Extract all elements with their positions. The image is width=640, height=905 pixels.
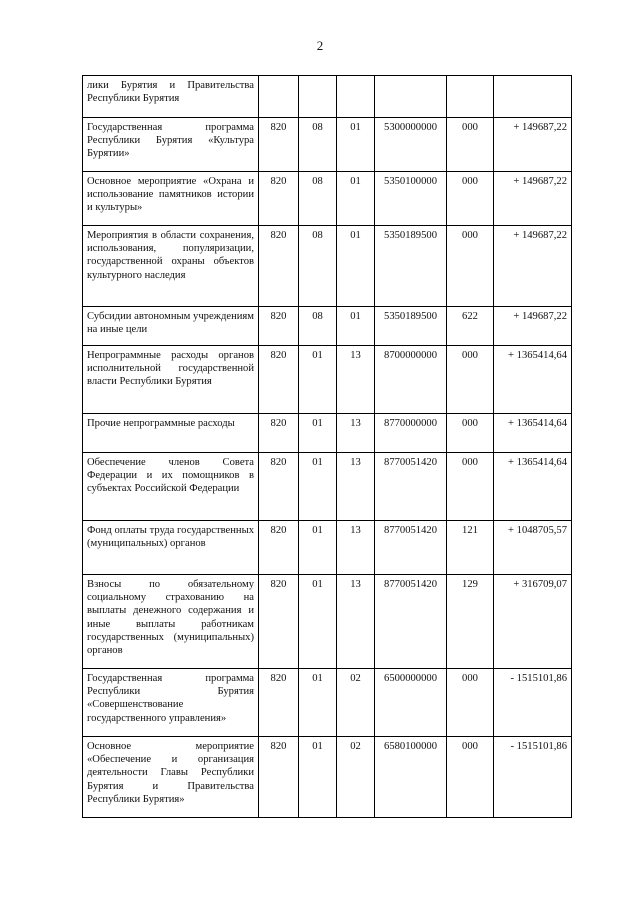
row-subsection: 01	[337, 307, 375, 346]
row-name: Фонд оплаты труда государственных (муниципальных) органов	[83, 521, 259, 575]
row-expense: 622	[447, 307, 494, 346]
row-expense: 000	[447, 172, 494, 226]
row-name: Основное мероприятие «Охрана и использование памятников истории и культуры»	[83, 172, 259, 226]
row-section: 01	[299, 453, 337, 521]
row-section: 08	[299, 226, 337, 307]
row-ministry: 820	[259, 307, 299, 346]
row-amount: - 1515101,86	[494, 737, 572, 818]
row-amount: + 149687,22	[494, 307, 572, 346]
row-name: Взносы по обязательному социальному страхованию на выплаты денежного содержания и иные выплаты работникам государственных (муниципальных) органов	[83, 575, 259, 669]
row-expense: 000	[447, 346, 494, 414]
row-subsection: 13	[337, 346, 375, 414]
row-section: 01	[299, 346, 337, 414]
table-row	[83, 669, 572, 737]
row-subsection: 13	[337, 453, 375, 521]
row-section: 01	[299, 575, 337, 669]
row-name: Прочие непрограммные расходы	[83, 414, 259, 453]
row-section: 01	[299, 414, 337, 453]
row-name: лики Бурятия и Правительства Республики Бурятия	[83, 76, 259, 118]
row-target: 8770051420	[375, 575, 447, 669]
table-row	[83, 737, 572, 818]
row-subsection: 13	[337, 521, 375, 575]
row-amount: + 149687,22	[494, 118, 572, 172]
row-subsection: 13	[337, 414, 375, 453]
row-name: Основное мероприятие «Обеспечение и организация деятельности Главы Республики Бурятия и Правительства Республики Бурятия»	[83, 737, 259, 818]
table-row	[83, 226, 572, 307]
row-amount: + 1365414,64	[494, 346, 572, 414]
row-expense: 121	[447, 521, 494, 575]
budget-table	[82, 75, 572, 818]
table-row	[83, 118, 572, 172]
row-section: 01	[299, 669, 337, 737]
row-amount: + 316709,07	[494, 575, 572, 669]
table-row	[83, 76, 572, 118]
row-amount: - 1515101,86	[494, 669, 572, 737]
row-section: 01	[299, 737, 337, 818]
table-row	[83, 307, 572, 346]
table-row	[83, 575, 572, 669]
row-target: 8700000000	[375, 346, 447, 414]
row-ministry: 820	[259, 521, 299, 575]
row-ministry: 820	[259, 346, 299, 414]
row-ministry: 820	[259, 575, 299, 669]
row-expense: 129	[447, 575, 494, 669]
row-target: 5350100000	[375, 172, 447, 226]
row-subsection: 13	[337, 575, 375, 669]
row-target: 6500000000	[375, 669, 447, 737]
row-amount: + 149687,22	[494, 172, 572, 226]
row-subsection: 01	[337, 172, 375, 226]
table-row	[83, 414, 572, 453]
page-number: 2	[316, 38, 324, 53]
row-subsection: 01	[337, 118, 375, 172]
row-ministry: 820	[259, 669, 299, 737]
row-ministry	[259, 76, 299, 118]
row-amount: + 1365414,64	[494, 453, 572, 521]
row-name: Мероприятия в области сохранения, использования, популяризации, государственной охраны объектов культурного наследия	[83, 226, 259, 307]
row-subsection: 02	[337, 669, 375, 737]
row-expense: 000	[447, 226, 494, 307]
row-name: Государственная программа Республики Бурятия «Культура Бурятии»	[83, 118, 259, 172]
row-target: 5350189500	[375, 307, 447, 346]
row-name: Непрограммные расходы органов исполнительной государственной власти Республики Бурятия	[83, 346, 259, 414]
table-row	[83, 521, 572, 575]
row-expense: 000	[447, 453, 494, 521]
row-expense: 000	[447, 669, 494, 737]
row-section	[299, 76, 337, 118]
row-name: Обеспечение членов Совета Федерации и их помощников в субъектах Российской Федерации	[83, 453, 259, 521]
row-ministry: 820	[259, 414, 299, 453]
row-subsection	[337, 76, 375, 118]
row-ministry: 820	[259, 453, 299, 521]
row-name: Государственная программа Республики Бурятия «Совершенствование государственного управления»	[83, 669, 259, 737]
row-amount	[494, 76, 572, 118]
row-section: 08	[299, 307, 337, 346]
row-ministry: 820	[259, 737, 299, 818]
row-ministry: 820	[259, 226, 299, 307]
row-target: 8770051420	[375, 521, 447, 575]
row-amount: + 149687,22	[494, 226, 572, 307]
row-expense: 000	[447, 737, 494, 818]
row-subsection: 01	[337, 226, 375, 307]
row-name: Субсидии автономным учреждениям на иные цели	[83, 307, 259, 346]
table-row	[83, 172, 572, 226]
row-expense	[447, 76, 494, 118]
table-row	[83, 346, 572, 414]
row-amount: + 1048705,57	[494, 521, 572, 575]
row-subsection: 02	[337, 737, 375, 818]
row-target: 5350189500	[375, 226, 447, 307]
row-target	[375, 76, 447, 118]
row-amount: + 1365414,64	[494, 414, 572, 453]
row-expense: 000	[447, 118, 494, 172]
row-ministry: 820	[259, 118, 299, 172]
row-section: 08	[299, 118, 337, 172]
row-section: 01	[299, 521, 337, 575]
row-target: 8770000000	[375, 414, 447, 453]
table-row	[83, 453, 572, 521]
row-target: 6580100000	[375, 737, 447, 818]
row-ministry: 820	[259, 172, 299, 226]
row-target: 8770051420	[375, 453, 447, 521]
row-target: 5300000000	[375, 118, 447, 172]
row-expense: 000	[447, 414, 494, 453]
row-section: 08	[299, 172, 337, 226]
